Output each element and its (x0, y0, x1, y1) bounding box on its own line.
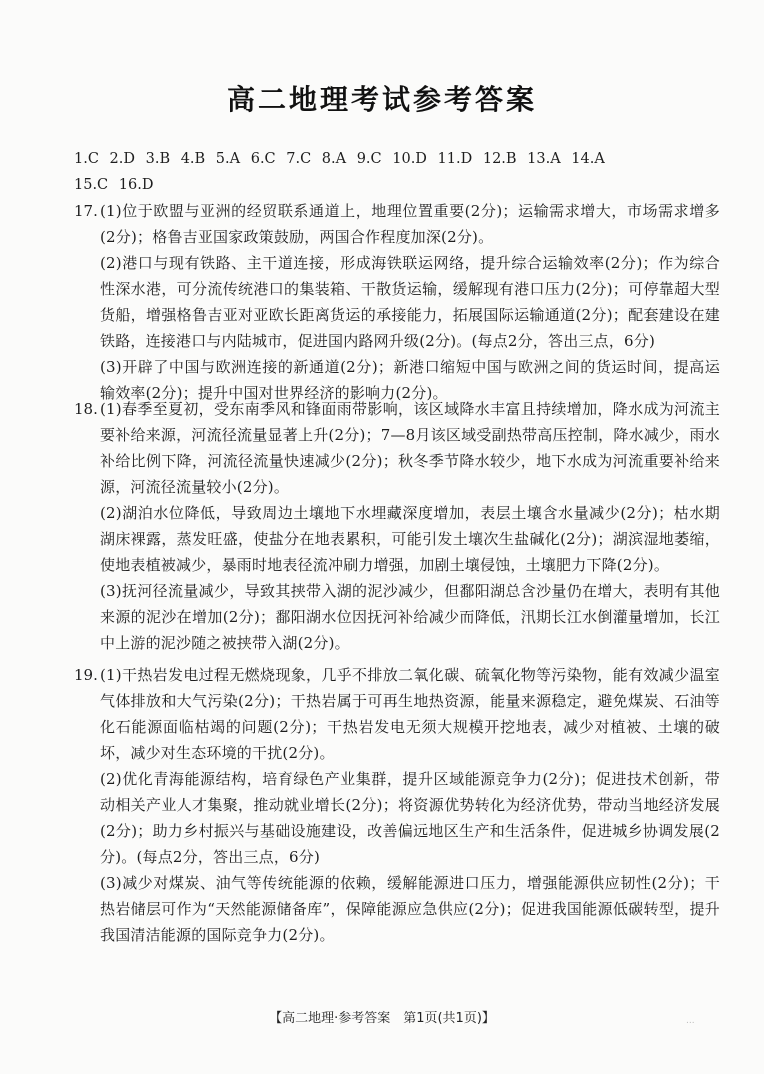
page-footer: 【高二地理·参考答案 第1页(共1页)】 (269, 1011, 495, 1026)
question-19 (74, 662, 720, 948)
answer-part-1: (1)位于欧盟与亚洲的经贸联系通道上，地理位置重要(2分)；运输需求增大，市场需求增多(2分)；格鲁吉亚国家政策鼓励，两国合作程度加深(2分)。 (100, 202, 720, 246)
question-body (100, 396, 720, 656)
choice-answers-line-1: 1.C 2.D 3.B 4.B 5.A 6.C 7.C 8.A 9.C 10.D 11.D 12.B 13.A 14.A (74, 151, 605, 167)
answer-part-2: (2)港口与现有铁路、主干道连接，形成海铁联运网络，提升综合运输效率(2分)；作为综合性深水港，可分流传统港口的集装箱、干散货运输，缓解现有港口压力(2分)；可停靠超大型货船，增强格鲁吉亚对亚欧长距离货运的承接能力，拓展国际运输通道(2分)；配套建设在建铁路，连接港口与内陆城市，促进国内路网升级(2分)。(每点2分，答出三点，6分) (100, 254, 720, 350)
answer-part-3: (3)减少对煤炭、油气等传统能源的依赖，缓解能源进口压力，增强能源供应韧性(2分)；干热岩储层可作为“天然能源储备库”，保障能源应急供应(2分)；促进我国能源低碳转型，提升我国清洁能源的国际竞争力(2分)。 (100, 874, 720, 944)
question-number: 19. (74, 666, 98, 684)
answer-part-2: (2)优化青海能源结构，培育绿色产业集群，提升区域能源竞争力(2分)；促进技术创新，带动相关产业人才集聚，推动就业增长(2分)；将资源优势转化为经济优势，带动当地经济发展(2分)；助力乡村振兴与基础设施建设，改善偏远地区生产和生活条件，促进城乡协调发展(2分)。(每点2分，答出三点，6分) (100, 770, 720, 866)
answer-part-1: (1)春季至夏初，受东南季风和锋面雨带影响，该区域降水丰富且持续增加，降水成为河流主要补给来源，河流径流量显著上升(2分)；7—8月该区域受副热带高压控制，降水减少，雨水补给比例下降，河流径流量快速减少(2分)；秋冬季节降水较少，地下水成为河流重要补给来源，河流径流量较小(2分)。 (100, 400, 720, 496)
answer-part-3: (3)开辟了中国与欧洲连接的新通道(2分)；新港口缩短中国与欧洲之间的货运时间，提高运输效率(2分)；提升中国对世界经济的影响力(2分)。 (100, 358, 720, 402)
question-number: 18. (74, 400, 98, 418)
choice-answers-line-2: 15.C 16.D (74, 177, 154, 193)
question-body (100, 662, 720, 948)
question-body (100, 198, 720, 406)
answer-part-1: (1)干热岩发电过程无燃烧现象，几乎不排放二氧化碳、硫氧化物等污染物，能有效减少温室气体排放和大气污染(2分)；干热岩属于可再生地热资源，能量来源稳定，避免煤炭、石油等化石能源面临枯竭的问题(2分)；干热岩发电无须大规模开挖地表，减少对植被、土壤的破坏，减少对生态环境的干扰(2分)。 (100, 666, 720, 762)
question-17 (74, 198, 720, 406)
answer-part-2: (2)湖泊水位降低，导致周边土壤地下水埋藏深度增加，表层土壤含水量减少(2分)；枯水期湖床裸露，蒸发旺盛，使盐分在地表累积，可能引发土壤次生盐碱化(2分)；湖滨湿地萎缩，使地表植被减少，暴雨时地表径流冲刷力增强，加剧土壤侵蚀，土壤肥力下降(2分)。 (100, 504, 720, 574)
corner-mark: ... (686, 1016, 695, 1026)
answer-part-3: (3)抚河径流量减少，导致其挟带入湖的泥沙减少，但鄱阳湖总含沙量仍在增大，表明有其他来源的泥沙在增加(2分)；鄱阳湖水位因抚河补给减少而降低，汛期长江水倒灌量增加，长江中上游的泥沙随之被挟带入湖(2分)。 (100, 582, 720, 652)
choice-answers (74, 146, 714, 198)
page-title: 高二地理考试参考答案 (226, 83, 537, 116)
question-number: 17. (74, 202, 98, 220)
question-18 (74, 396, 720, 656)
